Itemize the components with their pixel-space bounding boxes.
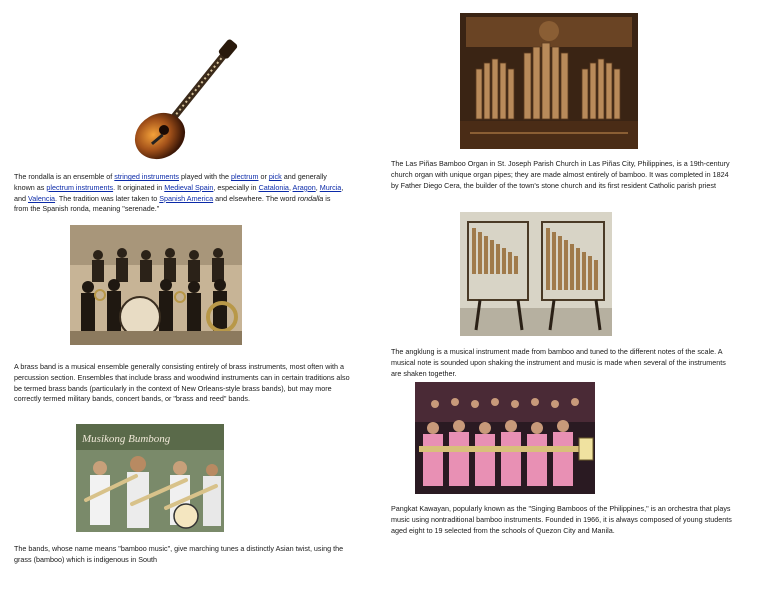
text-run: and generally known as (14, 172, 327, 192)
brass-band-photo (70, 225, 242, 345)
text-run: played with the (179, 172, 231, 181)
text-run: and elsewhere. The word (213, 193, 298, 203)
rondalla-paragraph (14, 172, 344, 215)
plectrum-instruments-link[interactable]: plectrum instruments (46, 182, 114, 192)
spanish-america-link[interactable]: Spanish America (159, 193, 214, 203)
angklung-paragraph: The angklung is a musical instrument made from bamboo and tuned to the different notes of the scale. A musical note is sounded upon shaking the instrument and music is made when several of the instruments are shaken together. (391, 347, 726, 378)
text-run: . The tradition was later taken to (55, 193, 160, 203)
text-run: . It originated in (113, 182, 165, 192)
text-run: , (315, 182, 320, 192)
bamboo-organ-paragraph: The Las Piñas Bamboo Organ in St. Joseph Parish Church in Las Piñas City, Philippines, is a 19th-century church organ with unique organ pipes; they are made almost entirely of bamboo. It was completed in 1824 by Father Diego Cera, the builder of the town's stone church and its first resident Catholic parish priest (391, 159, 730, 190)
murcia-link[interactable]: Murcia (319, 182, 342, 192)
text-run: , especially in (213, 182, 259, 192)
pick-link[interactable]: pick (268, 172, 282, 181)
angklung-photo (460, 212, 612, 336)
bamboo-organ-photo (460, 13, 638, 149)
valencia-link[interactable]: Valencia (28, 193, 56, 203)
italic-word: rondalla (297, 193, 324, 203)
pangkat-kawayan-photo (415, 382, 595, 494)
text-run: The rondalla is an ensemble of (14, 172, 115, 181)
text-run: , (288, 182, 293, 192)
text-run: or (258, 172, 269, 181)
medieval-spain-link[interactable]: Medieval Spain (164, 182, 214, 192)
bamboo-bands-paragraph: The bands, whose name means "bamboo music", give marching tunes a distinctly Asian twist, using the grass (bamboo) which is indigenous in South (14, 544, 344, 564)
mandolin-image (128, 36, 240, 160)
plectrum-link[interactable]: plectrum (230, 172, 259, 181)
text-run: is from the Spanish ronda, meaning "serenade." (14, 193, 331, 214)
stringed-instruments-link[interactable]: stringed instruments (114, 172, 180, 181)
musikong-bumbong-photo (76, 424, 224, 532)
banner-text: Musikong Bumbong (82, 433, 171, 445)
brass-band-paragraph: A brass band is a musical ensemble generally consisting entirely of brass instruments, most often with a percussion section. Ensembles that include brass and woodwind instruments can in certain traditions also be termed brass bands (particularly in the context of New Orleans-style brass bands), but may more correctly termed military bands, concert bands, or "brass and reed" bands. (14, 362, 350, 404)
text-run: , and (14, 182, 344, 203)
aragon-link[interactable]: Aragon (292, 182, 316, 192)
catalonia-link[interactable]: Catalonia (258, 182, 289, 192)
pangkat-kawayan-paragraph: Pangkat Kawayan, popularly known as the "Singing Bamboos of the Philippines," is an orchestra that plays music using nontraditional bamboo instruments. Founded in 1966, it is always composed of young students aged eight to 19 selected from the schools of Quezon City and Manila. (391, 504, 732, 535)
